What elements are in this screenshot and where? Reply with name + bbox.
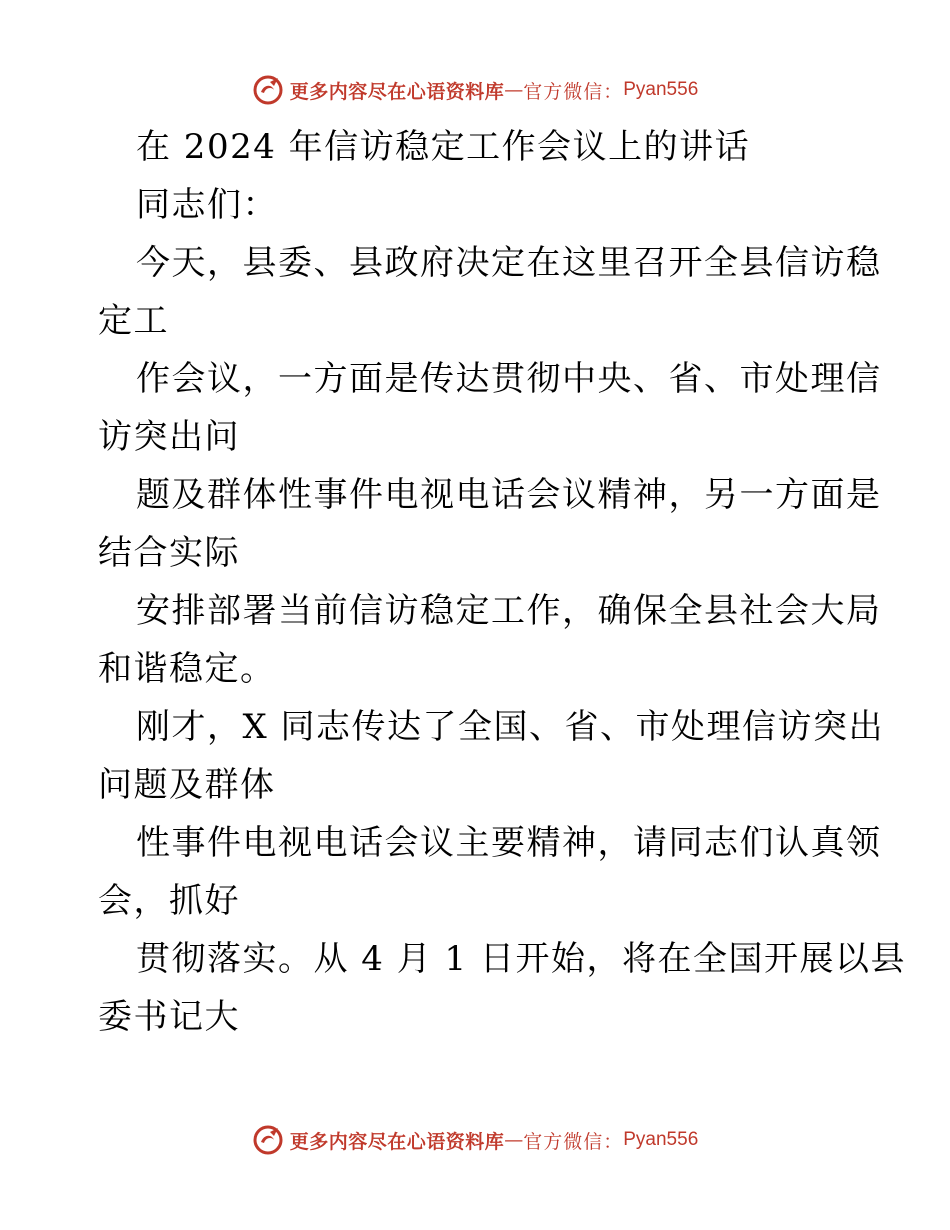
body-line: 安排部署当前信访稳定工作，确保全县社会大局 [136,591,882,631]
salutation: 同志们： [136,185,278,225]
banner-contact-id: Pyan556 [623,1129,699,1150]
body-line: 作会议，一方面是传达贯彻中央、省、市处理信 [136,359,882,399]
banner-brand: 更多内容尽在心语资料库 [289,1130,505,1153]
body-line: 委书记大 [98,997,240,1037]
document-title: 在 2024 年信访稳定工作会议上的讲话 [136,127,751,167]
banner-separator: — [504,79,524,101]
banner-contact-id: Pyan556 [623,79,699,100]
body-line: 定工 [98,301,169,341]
body-line: 刚才，X 同志传达了全国、省、市处理信访突出 [136,707,885,747]
body-line: 题及群体性事件电视电话会议精神，另一方面是 [136,475,882,515]
footer-banner [0,1120,950,1160]
body-line: 和谐稳定。 [98,649,276,689]
logo-swirl-icon [252,1124,284,1156]
body-line: 贯彻落实。从 4 月 1 日开始，将在全国开展以县 [136,939,906,979]
banner-contact-label: 官方微信： [523,1130,624,1153]
header-banner [0,70,950,110]
logo-swirl-icon [252,74,284,106]
document-body [98,118,906,1046]
body-line: 今天，县委、县政府决定在这里召开全县信访稳 [136,243,882,283]
body-line: 访突出问 [98,417,240,457]
body-line: 结合实际 [98,533,240,573]
body-line: 问题及群体 [98,765,276,805]
body-line: 性事件电视电话会议主要精神，请同志们认真领 [136,823,882,863]
body-line: 会，抓好 [98,881,240,921]
banner-separator: — [504,1129,524,1151]
banner-brand: 更多内容尽在心语资料库 [289,80,505,103]
banner-contact-label: 官方微信： [523,80,624,103]
